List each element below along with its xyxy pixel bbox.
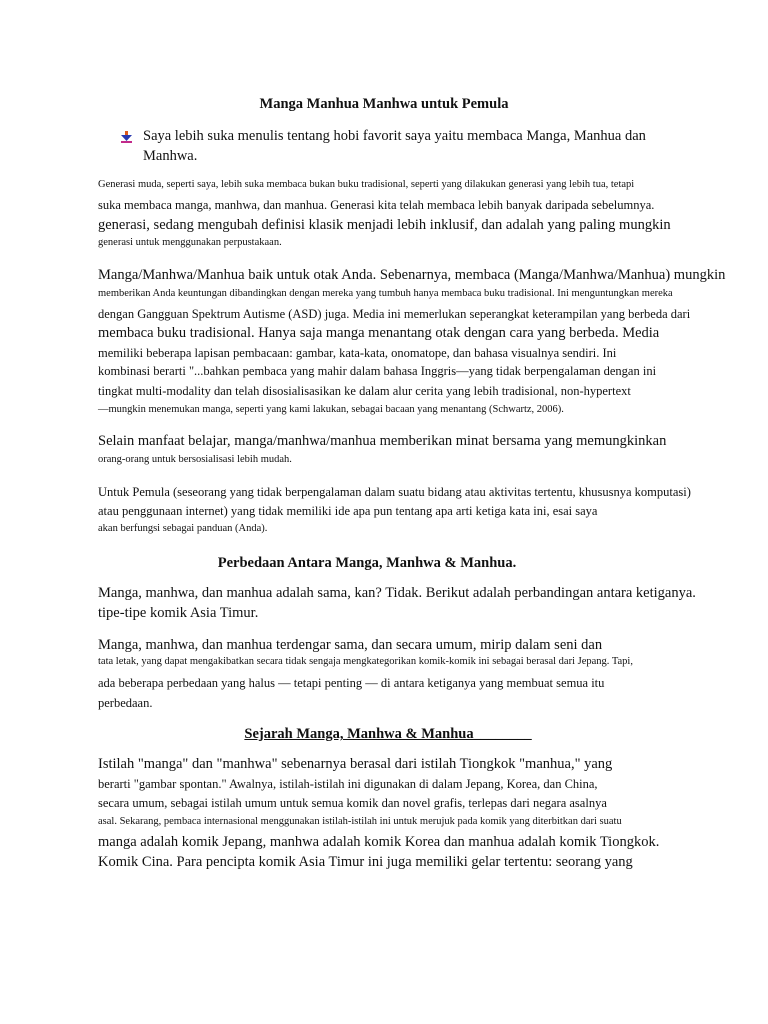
document-title: Manga Manhua Manhwa untuk Pemula [259, 96, 509, 112]
paragraph-line: tipe-tipe komik Asia Timur. [98, 605, 259, 621]
paragraph-line: manga adalah komik Jepang, manhwa adalah komik Korea dan manhua adalah komik Tiongkok. [98, 834, 660, 850]
paragraph-line: Istilah "manga" dan "manhwa" sebenarnya berasal dari istilah Tiongkok "manhua," yang [98, 756, 613, 772]
paragraph-line: tingkat multi-modality dan telah disosialisasikan ke dalam alur cerita yang lebih tradisional, non-hypertext [98, 384, 631, 398]
section-heading: Perbedaan Antara Manga, Manhwa & Manhua. [217, 555, 517, 571]
paragraph-line: Untuk Pemula (seseorang yang tidak berpengalaman dalam suatu bidang atau aktivitas tertentu, khususnya komputasi) [98, 485, 691, 499]
paragraph-line: membaca buku tradisional. Hanya saja manga menantang otak dengan cara yang berbeda. Media [98, 325, 660, 341]
paragraph-line: tata letak, yang dapat mengakibatkan secara tidak sengaja mengkategorikan komik-komik ini sebagai berasal dari Jepang. Tapi, [98, 656, 633, 667]
paragraph-line: orang-orang untuk bersosialisasi lebih mudah. [98, 454, 292, 465]
paragraph-line: secara umum, sebagai istilah umum untuk semua komik dan novel grafis, terlepas dari negara asalnya [98, 796, 607, 810]
paragraph-line: —mungkin menemukan manga, seperti yang kami lakukan, sebagai bacaan yang menantang (Schwartz, 2006). [98, 404, 564, 415]
paragraph-line: generasi, sedang mengubah definisi klasik menjadi lebih inklusif, dan adalah yang paling mungkin [98, 217, 671, 233]
paragraph-line: ada beberapa perbedaan yang halus — tetapi penting — di antara ketiganya yang membuat semua itu [98, 676, 605, 690]
paragraph-line: Generasi muda, seperti saya, lebih suka membaca bukan buku tradisional, seperti yang dilakukan generasi yang lebih tua, tetapi [98, 179, 635, 190]
bullet-line: Saya lebih suka menulis tentang hobi favorit saya yaitu membaca Manga, Manhua dan [143, 128, 646, 144]
paragraph-line: suka membaca manga, manhwa, dan manhua. Generasi kita telah membaca lebih banyak daripada sebelumnya. [98, 198, 655, 212]
paragraph-line: akan berfungsi sebagai panduan (Anda). [98, 523, 268, 534]
paragraph-line: asal. Sekarang, pembaca internasional menggunakan istilah-istilah ini untuk merujuk pada komik yang diterbitkan dari suatu [98, 816, 622, 827]
paragraph-line: memberikan Anda keuntungan dibandingkan dengan mereka yang tumbuh hanya membaca buku tradisional. Ini menguntungkan mereka [98, 288, 673, 299]
paragraph-line: Manga/Manhwa/Manhua baik untuk otak Anda. Sebenarnya, membaca (Manga/Manhwa/Manhua) mungkin [98, 267, 726, 283]
paragraph-line: perbedaan. [98, 696, 153, 710]
paragraph-line: Manga, manhwa, dan manhua terdengar sama, dan secara umum, mirip dalam seni dan [98, 637, 603, 653]
arrow-bullet-icon [121, 131, 132, 143]
paragraph-line: Komik Cina. Para pencipta komik Asia Timur ini juga memiliki gelar tertentu: seorang yang [98, 854, 633, 870]
section-heading: Sejarah Manga, Manhwa & Manhua________ [244, 726, 532, 742]
bullet-line: Manhwa. [143, 148, 198, 164]
paragraph-line: Selain manfaat belajar, manga/manhwa/manhua memberikan minat bersama yang memungkinkan [98, 433, 667, 449]
paragraph-line: berarti "gambar spontan." Awalnya, istilah-istilah ini digunakan di dalam Jepang, Korea, dan China, [98, 777, 598, 791]
paragraph-line: memiliki beberapa lapisan pembacaan: gambar, kata-kata, onomatope, dan bahasa visualnya sendiri. Ini [98, 346, 617, 360]
paragraph-line: generasi untuk menggunakan perpustakaan. [98, 237, 282, 248]
paragraph-line: dengan Gangguan Spektrum Autisme (ASD) juga. Media ini memerlukan seperangkat keterampilan yang berbeda dari [98, 307, 691, 321]
paragraph-line: atau penggunaan internet) yang tidak memiliki ide apa pun tentang apa arti ketiga kata ini, esai saya [98, 504, 598, 518]
paragraph-line: kombinasi berarti "...bahkan pembaca yang mahir dalam bahasa Inggris—yang tidak berpengalaman dengan ini [98, 364, 657, 378]
paragraph-line: Manga, manhwa, dan manhua adalah sama, kan? Tidak. Berikut adalah perbandingan antara ketiganya. [98, 585, 696, 601]
